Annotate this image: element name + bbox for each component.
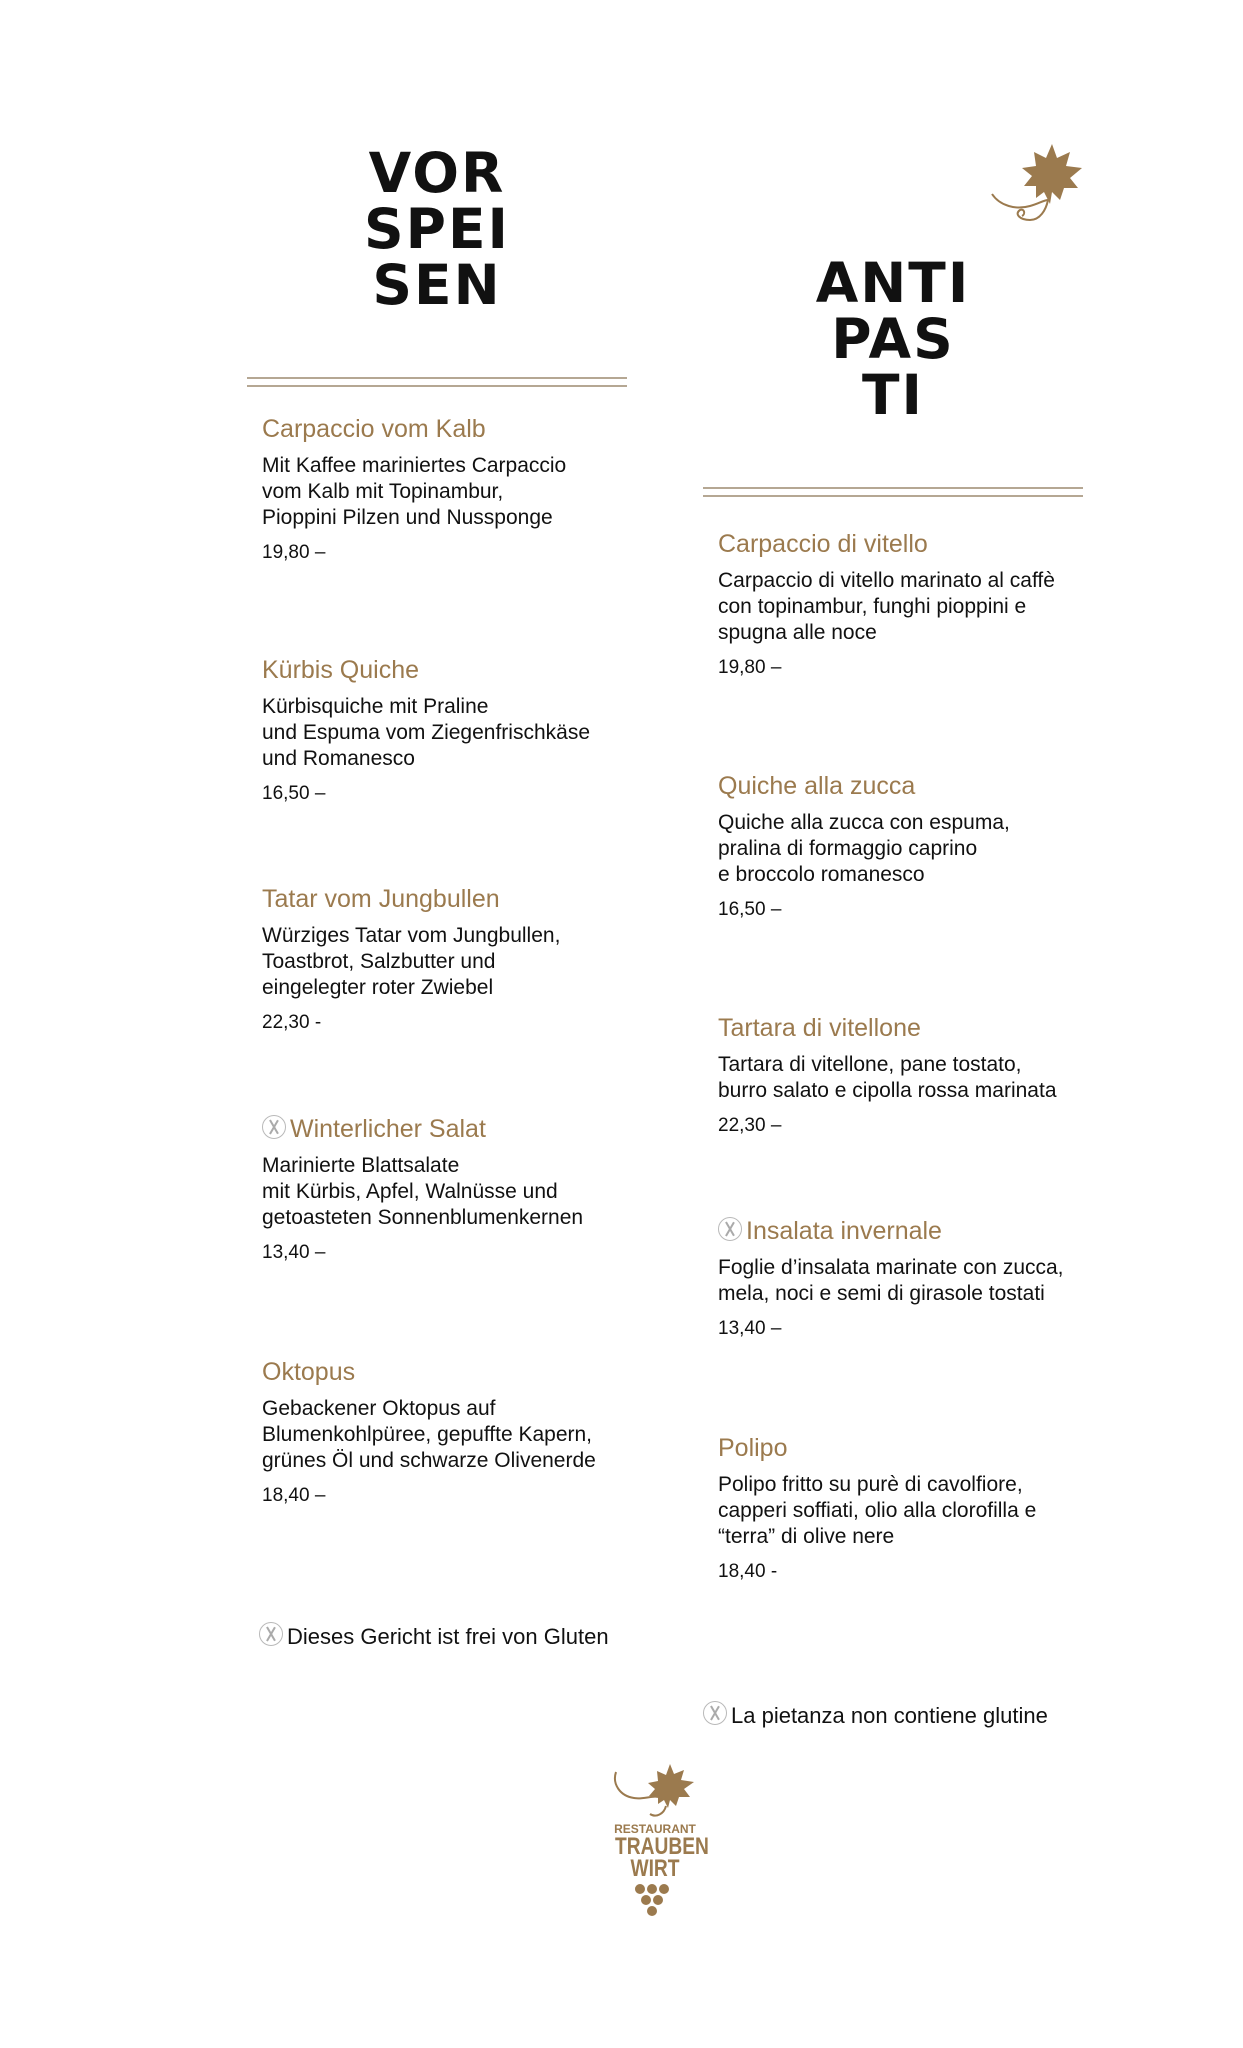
- grapes-icon: [630, 1883, 680, 1917]
- dish-price: 19,80 –: [718, 657, 782, 678]
- dish-description: Würziges Tatar vom Jungbullen, Toastbrot, Salzbutter und eingelegter roter Zwiebel: [262, 924, 561, 999]
- dish-price: 16,50 –: [718, 899, 782, 920]
- dish-item: [262, 655, 627, 805]
- logo-line-restaurant: RESTAURANT: [614, 1822, 696, 1836]
- dish-name: Quiche alla zucca: [718, 772, 916, 800]
- dish-price: 18,40 -: [718, 1561, 778, 1582]
- section-title-antipasti: ANTI PAS TI: [815, 251, 971, 427]
- dish-name-row: [718, 1216, 1083, 1246]
- dish-description: Polipo fritto su purè di cavolfiore, capperi soffiati, olio alla clorofilla e “terra” di olive nere: [718, 1473, 1037, 1548]
- dish-item: [718, 529, 1083, 679]
- gluten-free-icon: [259, 1622, 283, 1646]
- gluten-free-note: [259, 1622, 609, 1650]
- dish-item: [718, 1216, 1083, 1340]
- dish-item: [718, 771, 1083, 921]
- dish-description: Carpaccio di vitello marinato al caffè con topinambur, funghi pioppini e spugna alle noce: [718, 569, 1055, 644]
- gluten-free-note: [703, 1701, 1048, 1729]
- dish-item: [718, 1013, 1083, 1137]
- dish-name: Polipo: [718, 1434, 788, 1462]
- double-rule: [703, 487, 1083, 497]
- dish-item: [262, 884, 627, 1034]
- restaurant-logo: [605, 1762, 709, 1917]
- dish-item: [262, 414, 627, 564]
- dish-description: Quiche alla zucca con espuma, pralina di formaggio caprino e broccolo romanesco: [718, 811, 1010, 886]
- dish-item: [718, 1433, 1083, 1583]
- dish-name: Tatar vom Jungbullen: [262, 885, 500, 913]
- dish-price: 13,40 –: [262, 1242, 326, 1263]
- vine-leaf-icon: [990, 140, 1086, 228]
- vine-leaf-icon: [610, 1762, 700, 1822]
- gluten-free-icon: [718, 1217, 742, 1241]
- gluten-free-note-text: La pietanza non contiene glutine: [731, 1703, 1048, 1728]
- dish-name: Insalata invernale: [746, 1217, 942, 1245]
- dish-name: Carpaccio di vitello: [718, 530, 928, 558]
- double-rule: [247, 377, 627, 387]
- dish-description: Marinierte Blattsalate mit Kürbis, Apfel, Walnüsse und getoasteten Sonnenblumenkernen: [262, 1154, 584, 1229]
- dish-name: Winterlicher Salat: [290, 1115, 486, 1143]
- dish-price: 16,50 –: [262, 783, 326, 804]
- gluten-free-note-text: Dieses Gericht ist frei von Gluten: [287, 1624, 609, 1649]
- dish-description: Foglie d’insalata marinate con zucca, mela, noci e semi di girasole tostati: [718, 1256, 1064, 1305]
- gluten-free-icon: [262, 1115, 286, 1139]
- dish-description: Tartara di vitellone, pane tostato, burro salato e cipolla rossa marinata: [718, 1053, 1057, 1102]
- dish-price: 22,30 –: [718, 1115, 782, 1136]
- dish-name-row: [262, 1114, 627, 1144]
- dish-price: 18,40 –: [262, 1485, 326, 1506]
- dish-price: 22,30 -: [262, 1012, 322, 1033]
- logo-line-wirt: WIRT: [630, 1855, 680, 1882]
- dish-description: Kürbisquiche mit Praline und Espuma vom Ziegenfrischkäse und Romanesco: [262, 695, 590, 770]
- dish-name: Carpaccio vom Kalb: [262, 415, 486, 443]
- dish-item: [262, 1357, 627, 1507]
- section-title-vorspeisen: VOR SPEI SEN: [364, 141, 510, 317]
- dish-name: Oktopus: [262, 1358, 356, 1386]
- gluten-free-icon: [703, 1701, 727, 1725]
- logo-line-trauben: TRAUBEN: [615, 1833, 709, 1860]
- dish-price: 19,80 –: [262, 542, 326, 563]
- dish-item: [262, 1114, 627, 1264]
- dish-description: Mit Kaffee mariniertes Carpaccio vom Kalb mit Topinambur, Pioppini Pilzen und Nussponge: [262, 454, 567, 529]
- dish-price: 13,40 –: [718, 1318, 782, 1339]
- dish-description: Gebackener Oktopus auf Blumenkohlpüree, gepuffte Kapern, grünes Öl und schwarze Olivenerde: [262, 1397, 596, 1472]
- dish-name: Kürbis Quiche: [262, 656, 420, 684]
- dish-name: Tartara di vitellone: [718, 1014, 921, 1042]
